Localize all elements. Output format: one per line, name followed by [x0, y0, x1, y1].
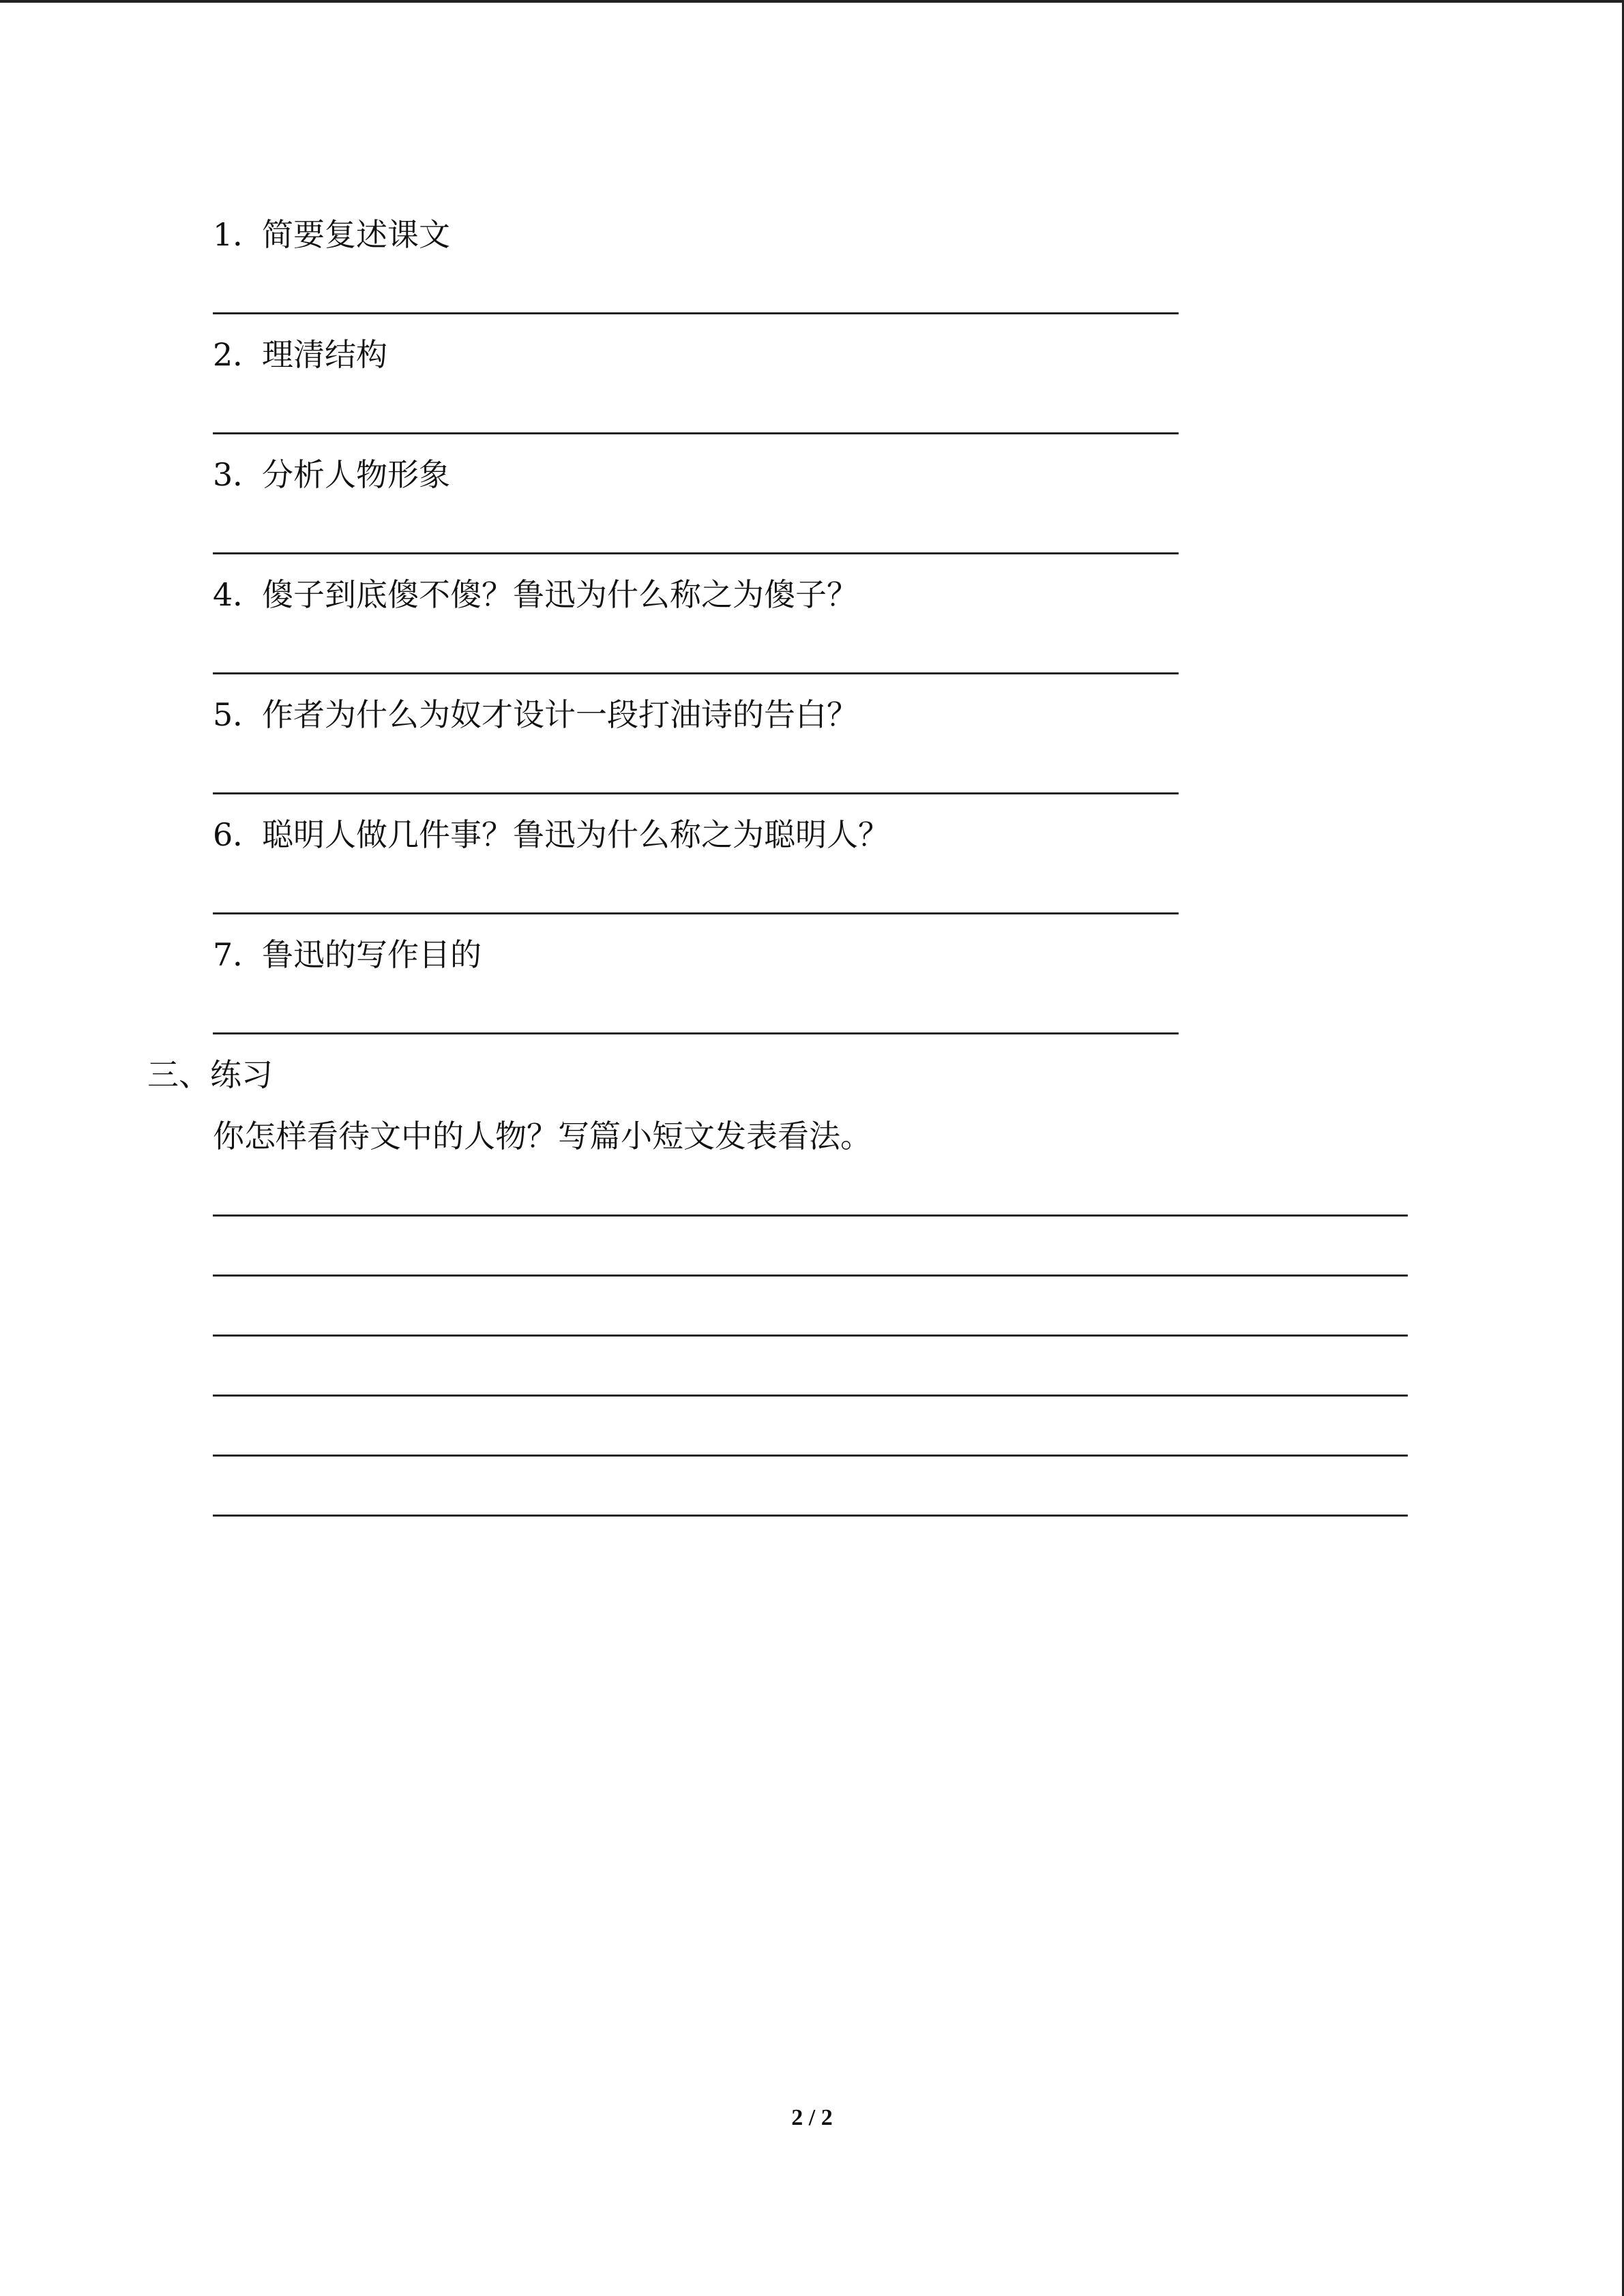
writing-line-5[interactable] [213, 1455, 1408, 1457]
question-number: 7． [213, 936, 265, 973]
question-text: 理清结构 [262, 336, 387, 373]
question-number: 1． [213, 216, 265, 253]
question-text: 简要复述课文 [262, 216, 450, 253]
answer-line-7[interactable] [213, 1032, 1179, 1034]
writing-line-2[interactable] [213, 1274, 1408, 1277]
question-7 [213, 934, 482, 975]
question-2 [213, 334, 387, 375]
question-text: 分析人物形象 [262, 456, 450, 493]
answer-line-4[interactable] [213, 672, 1179, 674]
question-number: 6． [213, 816, 265, 853]
answer-line-2[interactable] [213, 432, 1179, 434]
answer-line-3[interactable] [213, 552, 1179, 554]
question-3 [213, 454, 450, 495]
exercise-prompt: 你怎样看待文中的人物？写篇小短文发表看法。 [213, 1118, 872, 1154]
question-4 [213, 574, 858, 615]
question-text: 作者为什么为奴才设计一段打油诗的告白？ [262, 696, 858, 733]
question-number: 5． [213, 696, 265, 733]
question-text: 傻子到底傻不傻？鲁迅为什么称之为傻子？ [262, 576, 858, 613]
answer-line-6[interactable] [213, 912, 1179, 914]
writing-line-1[interactable] [213, 1214, 1408, 1217]
question-number: 4． [213, 576, 265, 613]
writing-line-3[interactable] [213, 1335, 1408, 1337]
question-1 [213, 214, 450, 255]
question-number: 3． [213, 456, 265, 493]
question-6 [213, 814, 889, 855]
question-number: 2． [213, 336, 265, 373]
answer-line-5[interactable] [213, 792, 1179, 794]
top-border-rule [0, 0, 1624, 3]
question-text: 聪明人做几件事？鲁迅为什么称之为聪明人？ [262, 816, 889, 853]
writing-line-6[interactable] [213, 1515, 1408, 1517]
question-5 [213, 694, 858, 735]
section-heading-exercise: 三、练习 [147, 1056, 273, 1093]
page-number: 2 / 2 [791, 2105, 833, 2130]
writing-line-4[interactable] [213, 1395, 1408, 1397]
answer-line-1[interactable] [213, 312, 1179, 314]
question-text: 鲁迅的写作目的 [262, 936, 482, 973]
